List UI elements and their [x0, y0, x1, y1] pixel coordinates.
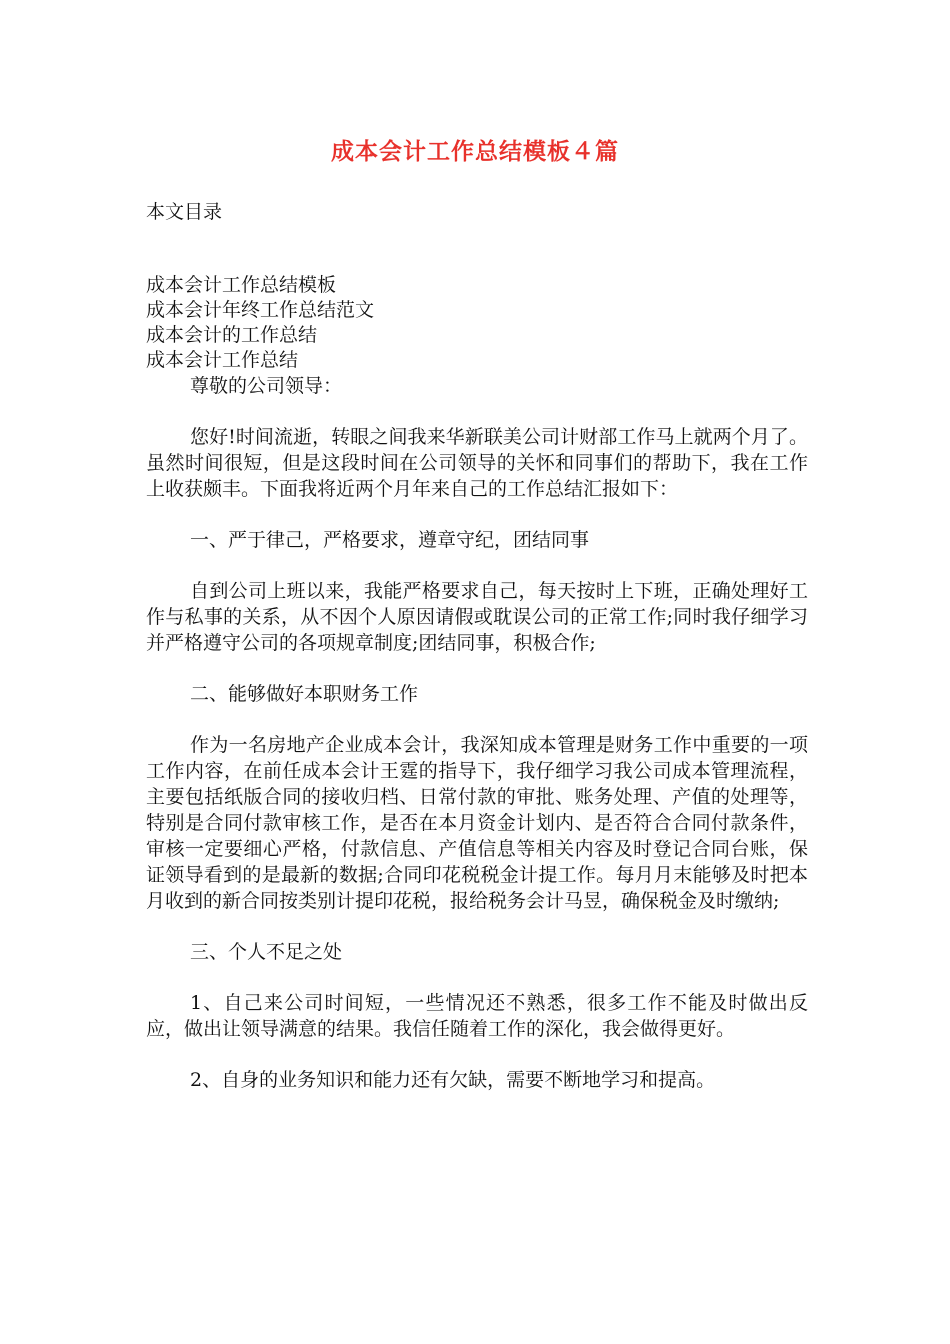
- greeting: 尊敬的公司领导：: [190, 375, 343, 397]
- section-heading-3: 三、个人不足之处: [190, 941, 343, 963]
- toc-item[interactable]: 成本会计年终工作总结范文: [146, 299, 375, 321]
- paragraph-discipline: 自到公司上班以来，我能严格要求自己，每天按时上下班，正确处理好工作与私事的关系，从不因个人原因请假或耽误公司的正常工作;同时我仔细学习并严格遵守公司的各项规章制度;团结同事，积极合作;: [146, 580, 808, 654]
- paragraph-shortcoming-1: 1、自己来公司时间短，一些情况还不熟悉，很多工作不能及时做出反应，做出让领导满意的结果。我信任随着工作的深化，我会做得更好。: [146, 992, 808, 1040]
- section-heading-1: 一、严于律己，严格要求，遵章守纪，团结同事: [190, 529, 590, 551]
- paragraph-duties: 作为一名房地产企业成本会计，我深知成本管理是财务工作中重要的一项工作内容，在前任成本会计王霆的指导下，我仔细学习我公司成本管理流程，主要包括纸版合同的接收归档、日常付款的审批、账务处理、产值的处理等，特别是合同付款审核工作，是否在本月资金计划内、是否符合合同付款条件，审核一定要细心严格，付款信息、产值信息等相关内容及时登记合同台账，保证领导看到的是最新的数据;合同印花税税金计提工作。每月月末能够及时把本月收到的新合同按类别计提印花税，报给税务会计马昱，确保税金及时缴纳;: [146, 734, 808, 912]
- toc-item[interactable]: 成本会计工作总结: [146, 349, 299, 371]
- toc-heading: 本文目录: [146, 201, 223, 223]
- document-body: [146, 373, 808, 1093]
- toc-item[interactable]: 成本会计工作总结模板: [146, 274, 337, 296]
- section-heading-2: 二、能够做好本职财务工作: [190, 683, 419, 705]
- toc-item[interactable]: 成本会计的工作总结: [146, 324, 318, 346]
- table-of-contents: [146, 273, 826, 373]
- document-title: 成本会计工作总结模板４篇: [331, 139, 619, 165]
- paragraph-intro: 您好!时间流逝，转眼之间我来华新联美公司计财部工作马上就两个月了。虽然时间很短，但是这段时间在公司领导的关怀和同事们的帮助下，我在工作上收获颇丰。下面我将近两个月年来自己的工作总结汇报如下：: [146, 426, 808, 500]
- paragraph-shortcoming-2: 2、自身的业务知识和能力还有欠缺，需要不断地学习和提高。: [190, 1069, 716, 1091]
